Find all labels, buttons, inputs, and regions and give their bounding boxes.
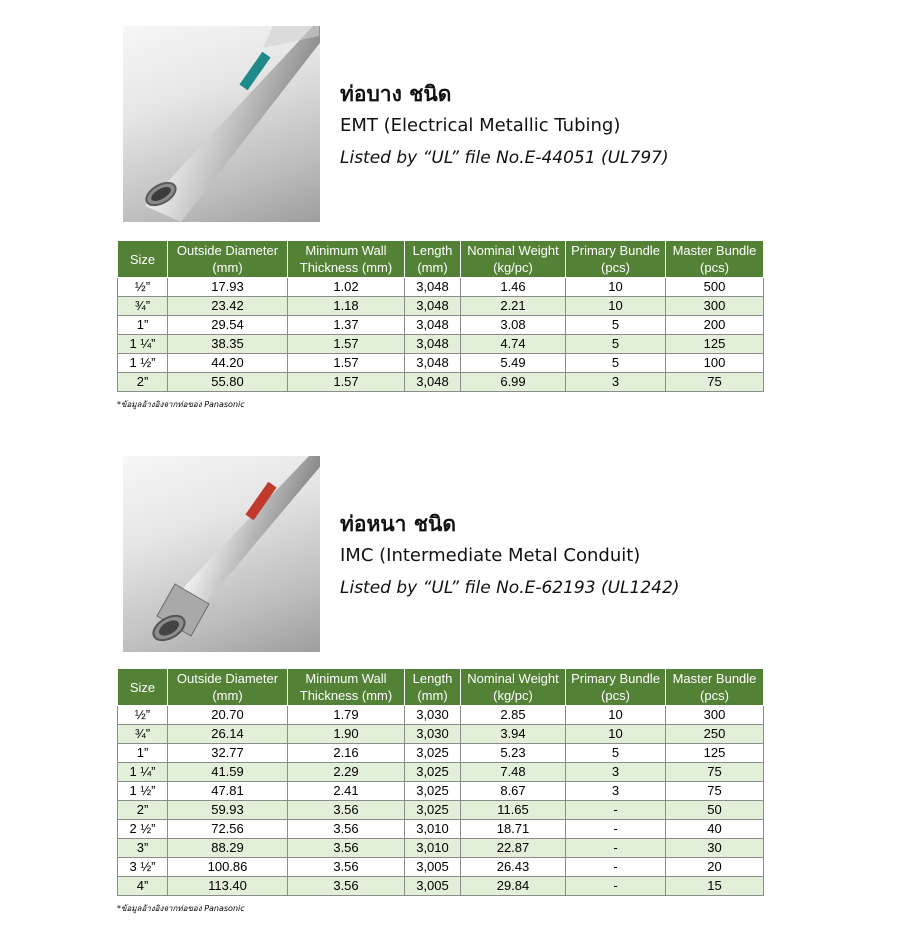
emt-thai-title: ท่อบาง ชนิด <box>340 82 452 106</box>
table-cell: 200 <box>666 316 764 335</box>
table-cell: 20.70 <box>168 706 288 725</box>
table-cell: 88.29 <box>168 839 288 858</box>
table-row <box>118 316 764 335</box>
size-cell: 1” <box>118 316 168 335</box>
table-cell: 5 <box>566 335 666 354</box>
size-cell: 4” <box>118 877 168 896</box>
table-cell: - <box>566 858 666 877</box>
table-row <box>118 373 764 392</box>
table-cell: 5 <box>566 744 666 763</box>
table-cell: 40 <box>666 820 764 839</box>
size-cell: 2” <box>118 801 168 820</box>
header-cell: Primary Bundle (pcs) <box>566 241 666 278</box>
size-cell: 2” <box>118 373 168 392</box>
header-cell: Minimum Wall Thickness (mm) <box>288 669 405 706</box>
table-cell: 3,030 <box>405 725 461 744</box>
table-cell: 32.77 <box>168 744 288 763</box>
table-cell: 3.56 <box>288 839 405 858</box>
table-row <box>118 782 764 801</box>
table-cell: 26.43 <box>461 858 566 877</box>
table-cell: 3 <box>566 373 666 392</box>
table-cell: 5 <box>566 316 666 335</box>
header-cell: Master Bundle (pcs) <box>666 241 764 278</box>
size-cell: 1” <box>118 744 168 763</box>
table-cell: 47.81 <box>168 782 288 801</box>
imc-product-name: IMC (Intermediate Metal Conduit) <box>340 545 641 566</box>
imc-pipe-photo <box>123 456 320 652</box>
table-cell: 3.56 <box>288 858 405 877</box>
table-cell: 2.29 <box>288 763 405 782</box>
table-cell: 2.41 <box>288 782 405 801</box>
table-cell: 500 <box>666 278 764 297</box>
table-cell: 17.93 <box>168 278 288 297</box>
table-cell: 44.20 <box>168 354 288 373</box>
table-cell: 5 <box>566 354 666 373</box>
emt-pipe-photo <box>123 26 320 222</box>
table-cell: 3,048 <box>405 297 461 316</box>
table-cell: 55.80 <box>168 373 288 392</box>
table-cell: 300 <box>666 297 764 316</box>
size-cell: 1 ½” <box>118 782 168 801</box>
table-cell: 75 <box>666 782 764 801</box>
table-cell: 125 <box>666 744 764 763</box>
table-cell: 41.59 <box>168 763 288 782</box>
table-cell: 250 <box>666 725 764 744</box>
table-cell: 1.57 <box>288 354 405 373</box>
table-row <box>118 763 764 782</box>
table-cell: 3.08 <box>461 316 566 335</box>
table-cell: 7.48 <box>461 763 566 782</box>
table-cell: 22.87 <box>461 839 566 858</box>
table-cell: 1.57 <box>288 373 405 392</box>
table-cell: 1.57 <box>288 335 405 354</box>
table-cell: 1.79 <box>288 706 405 725</box>
header-cell: Minimum Wall Thickness (mm) <box>288 241 405 278</box>
table-cell: 50 <box>666 801 764 820</box>
table-cell: - <box>566 877 666 896</box>
table-cell: 3.94 <box>461 725 566 744</box>
table-cell: 10 <box>566 278 666 297</box>
header-cell: Master Bundle (pcs) <box>666 669 764 706</box>
table-cell: 3.56 <box>288 820 405 839</box>
size-cell: ½” <box>118 706 168 725</box>
imc-table-body <box>118 706 764 896</box>
table-cell: 3,048 <box>405 278 461 297</box>
header-cell: Size <box>118 669 168 706</box>
table-cell: 100 <box>666 354 764 373</box>
table-cell: 3,005 <box>405 877 461 896</box>
emt-ul-listing: Listed by “UL” file No.E-44051 (UL797) <box>340 148 669 168</box>
table-cell: 29.84 <box>461 877 566 896</box>
table-cell: 100.86 <box>168 858 288 877</box>
table-cell: 5.23 <box>461 744 566 763</box>
emt-source-note: *ข้อมูลอ้างอิงจากท่อของ Panasonic <box>117 400 245 409</box>
header-cell: Outside Diameter (mm) <box>168 669 288 706</box>
table-cell: 3 <box>566 763 666 782</box>
table-cell: 3.56 <box>288 801 405 820</box>
size-cell: 3” <box>118 839 168 858</box>
header-cell: Length (mm) <box>405 241 461 278</box>
size-cell: 2 ½” <box>118 820 168 839</box>
table-cell: 3,025 <box>405 801 461 820</box>
table-row <box>118 877 764 896</box>
table-header-row <box>118 669 764 706</box>
header-cell: Nominal Weight (kg/pc) <box>461 241 566 278</box>
table-cell: 59.93 <box>168 801 288 820</box>
size-cell: ¾” <box>118 725 168 744</box>
header-cell: Nominal Weight (kg/pc) <box>461 669 566 706</box>
table-cell: 75 <box>666 373 764 392</box>
table-cell: 8.67 <box>461 782 566 801</box>
table-cell: 75 <box>666 763 764 782</box>
table-cell: 72.56 <box>168 820 288 839</box>
table-cell: 23.42 <box>168 297 288 316</box>
table-cell: 3,010 <box>405 839 461 858</box>
size-cell: ¾” <box>118 297 168 316</box>
table-cell: 38.35 <box>168 335 288 354</box>
table-cell: 18.71 <box>461 820 566 839</box>
header-cell: Primary Bundle (pcs) <box>566 669 666 706</box>
imc-ul-listing: Listed by “UL” file No.E-62193 (UL1242) <box>340 578 680 598</box>
size-cell: 1 ¼” <box>118 335 168 354</box>
table-cell: 11.65 <box>461 801 566 820</box>
table-cell: 29.54 <box>168 316 288 335</box>
table-cell: 10 <box>566 297 666 316</box>
table-cell: 2.21 <box>461 297 566 316</box>
table-row <box>118 858 764 877</box>
header-cell: Outside Diameter (mm) <box>168 241 288 278</box>
table-cell: 30 <box>666 839 764 858</box>
imc-source-note: *ข้อมูลอ้างอิงจากท่อของ Panasonic <box>117 904 245 913</box>
table-cell: 1.02 <box>288 278 405 297</box>
table-cell: 26.14 <box>168 725 288 744</box>
table-cell: 20 <box>666 858 764 877</box>
table-cell: 5.49 <box>461 354 566 373</box>
table-cell: 1.46 <box>461 278 566 297</box>
table-cell: - <box>566 839 666 858</box>
imc-thai-title: ท่อหนา ชนิด <box>340 512 457 536</box>
table-cell: 3,048 <box>405 373 461 392</box>
header-cell: Size <box>118 241 168 278</box>
table-row <box>118 297 764 316</box>
table-cell: 15 <box>666 877 764 896</box>
table-row <box>118 820 764 839</box>
table-cell: 3,025 <box>405 782 461 801</box>
size-cell: 1 ½” <box>118 354 168 373</box>
table-cell: 3 <box>566 782 666 801</box>
table-cell: 300 <box>666 706 764 725</box>
imc-spec-table <box>117 668 764 896</box>
table-cell: 1.37 <box>288 316 405 335</box>
table-cell: 4.74 <box>461 335 566 354</box>
table-cell: 3,005 <box>405 858 461 877</box>
table-cell: 3,030 <box>405 706 461 725</box>
table-row <box>118 278 764 297</box>
table-cell: 3,048 <box>405 335 461 354</box>
table-row <box>118 725 764 744</box>
table-cell: 3,048 <box>405 354 461 373</box>
table-cell: 10 <box>566 706 666 725</box>
table-cell: 113.40 <box>168 877 288 896</box>
emt-product-name: EMT (Electrical Metallic Tubing) <box>340 115 621 136</box>
table-cell: 125 <box>666 335 764 354</box>
table-cell: 3.56 <box>288 877 405 896</box>
size-cell: ½” <box>118 278 168 297</box>
table-cell: 3,025 <box>405 744 461 763</box>
table-row <box>118 744 764 763</box>
header-cell: Length (mm) <box>405 669 461 706</box>
table-cell: 3,048 <box>405 316 461 335</box>
table-cell: 1.18 <box>288 297 405 316</box>
table-row <box>118 335 764 354</box>
table-row <box>118 706 764 725</box>
size-cell: 1 ¼” <box>118 763 168 782</box>
table-cell: 2.85 <box>461 706 566 725</box>
table-cell: 6.99 <box>461 373 566 392</box>
size-cell: 3 ½” <box>118 858 168 877</box>
table-cell: 2.16 <box>288 744 405 763</box>
table-row <box>118 354 764 373</box>
table-cell: 1.90 <box>288 725 405 744</box>
table-cell: 3,010 <box>405 820 461 839</box>
emt-table-body <box>118 278 764 392</box>
table-cell: 10 <box>566 725 666 744</box>
table-header-row <box>118 241 764 278</box>
emt-spec-table <box>117 240 764 392</box>
table-cell: - <box>566 820 666 839</box>
table-row <box>118 801 764 820</box>
table-cell: 3,025 <box>405 763 461 782</box>
table-cell: - <box>566 801 666 820</box>
table-row <box>118 839 764 858</box>
